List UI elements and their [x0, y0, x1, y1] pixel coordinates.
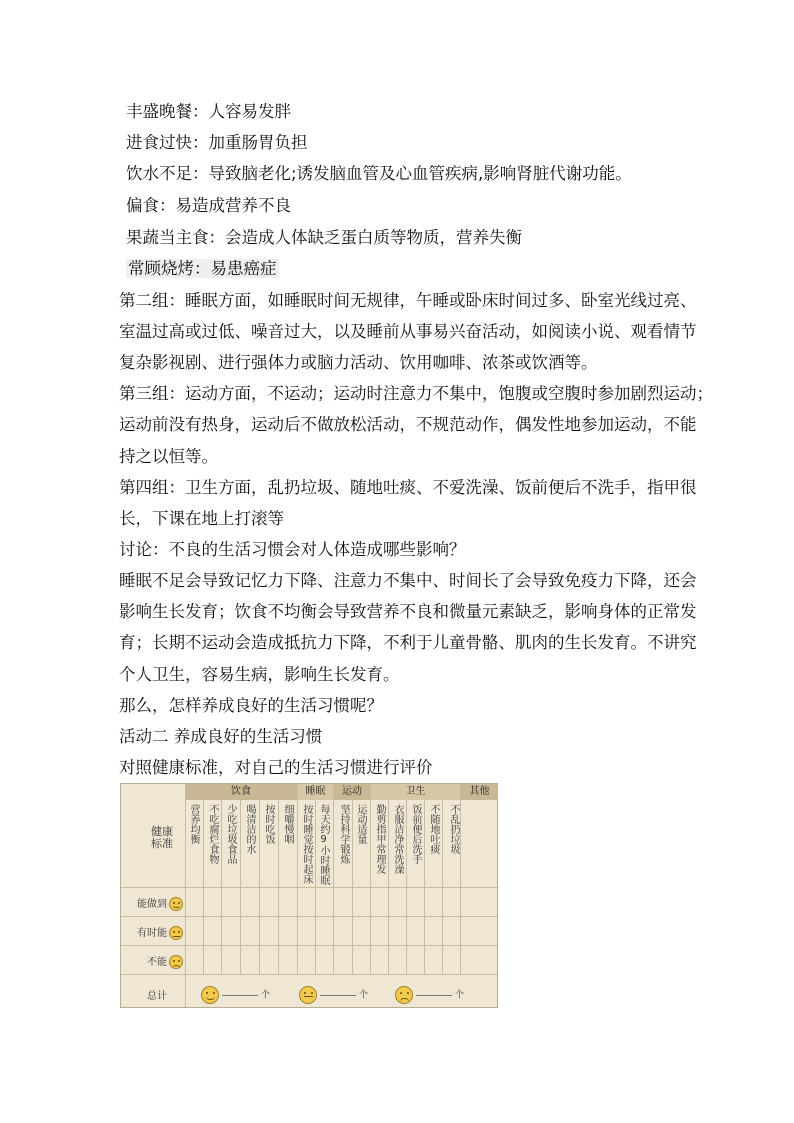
col-header-13: 饭前便后洗手: [410, 804, 421, 864]
col-header-4: 喝清洁的水: [244, 804, 255, 854]
text-line-2: 进食过快：加重肠胃负担: [126, 133, 308, 152]
col-header-6: 细嚼慢咽: [282, 804, 293, 844]
row-label-cannot: [121, 953, 185, 969]
health-evaluation-table: [120, 783, 498, 1008]
text-line-12: 持之以恒等。: [119, 447, 218, 466]
row-label-text: 不能: [147, 957, 167, 968]
category-exercise: 运动: [334, 784, 370, 800]
row-label-text: 有时能: [137, 928, 167, 939]
col-header-14: 不随地吐痰: [428, 804, 439, 854]
col-header-7: 按时睡觉按时起床: [301, 804, 312, 884]
total-label: 总计: [147, 991, 167, 1002]
category-diet: 饮食: [185, 784, 297, 800]
text-line-6: [126, 259, 279, 279]
grid-line: [121, 974, 497, 975]
unit-text: 个: [261, 990, 271, 1001]
text-line-14: 长，下课在地上打滚等: [119, 509, 284, 528]
header-label: 健康标准: [151, 825, 173, 850]
row-label-sometimes: [121, 924, 185, 940]
text-line-8: 室温过高或过低、噪音过大，以及睡前从事易兴奋活动，如阅读小说、观看情节: [119, 322, 697, 341]
col-header-2: 不吃腐烂食物: [207, 804, 218, 864]
total-group-can-do: [199, 986, 270, 1004]
smile-face-icon: [169, 897, 183, 911]
sad-face-icon: [395, 986, 413, 1004]
col-header-9: 坚持科学锻炼: [338, 804, 349, 864]
col-header-1: 营养均衡: [188, 804, 199, 844]
sad-face-icon: [169, 955, 183, 969]
text-line-13: 第四组：卫生方面，乱扔垃圾、随地吐痰、不爱洗澡、饭前便后不洗手，指甲很: [119, 478, 697, 497]
text-line-3: 饮水不足：导致脑老化;诱发脑血管及心血管疾病,影响肾脏代谢功能。: [126, 164, 632, 183]
text-line-1: 丰盛晚餐：人容易发胖: [126, 102, 291, 121]
text-line-11: 运动前没有热身，运动后不做放松活动，不规范动作，偶发性地参加运动，不能: [119, 415, 697, 434]
text-line-20: 那么，怎样养成良好的生活习惯呢？: [119, 696, 383, 715]
category-sleep: 睡眠: [298, 784, 333, 800]
row-label-can-do: [121, 895, 185, 911]
category-hygiene: 卫生: [371, 784, 460, 800]
col-header-3: 少吃垃圾食品: [225, 804, 236, 864]
text-line-18: 育；长期不运动会造成抵抗力下降，不利于儿童骨骼、肌肉的生长发育。不讲究: [119, 633, 697, 652]
text-line-5: 果蔬当主食：会造成人体缺乏蛋白质等物质，营养失衡: [126, 228, 522, 247]
highlighted-text: 常顾烧烤：易患癌症: [128, 259, 277, 278]
fill-blank: [416, 995, 452, 996]
col-header-12: 衣服洁净常洗澡: [392, 804, 403, 874]
text-line-15: 讨论：不良的生活习惯会对人体造成哪些影响？: [119, 540, 466, 559]
fill-blank: [320, 995, 356, 996]
unit-text: 个: [455, 990, 465, 1001]
col-header-5: 按时吃饭: [263, 804, 274, 844]
grid-line: [121, 916, 497, 917]
smile-face-icon: [201, 986, 219, 1004]
text-line-4: 偏食：易造成营养不良: [126, 196, 291, 215]
text-line-17: 影响生长发育；饮食不均衡会导致营养不良和微量元素缺乏，影响身体的正常发: [119, 602, 697, 621]
neutral-face-icon: [299, 986, 317, 1004]
text-line-19: 个人卫生，容易生病，影响生长发育。: [119, 665, 400, 684]
fill-blank: [222, 995, 258, 996]
row-label-text: 能做到: [137, 899, 167, 910]
col-header-15: 不乱扔垃圾: [448, 804, 459, 854]
unit-text: 个: [359, 990, 369, 1001]
grid-line: [121, 945, 497, 946]
col-header-8: 每天约9小时睡眠: [318, 804, 329, 885]
neutral-face-icon: [169, 926, 183, 940]
total-group-cannot: [393, 986, 464, 1004]
text-line-16: 睡眠不足会导致记忆力下降、注意力不集中、时间长了会导致免疫力下降，还会: [119, 571, 697, 590]
text-line-10: 第三组：运动方面，不运动；运动时注意力不集中，饱腹或空腹时参加剧烈运动；: [119, 384, 713, 403]
category-other: 其他: [461, 784, 498, 800]
total-group-sometimes: [297, 986, 368, 1004]
text-line-9: 复杂影视剧、进行强体力或脑力活动、饮用咖啡、浓茶或饮酒等。: [119, 353, 598, 372]
col-header-11: 勤剪指甲常理发: [374, 804, 385, 874]
grid-line: [121, 887, 497, 888]
col-header-10: 运动适量: [355, 804, 366, 844]
text-line-22: 对照健康标准，对自己的生活习惯进行评价: [119, 758, 433, 777]
text-line-7: 第二组：睡眠方面，如睡眠时间无规律，午睡或卧床时间过多、卧室光线过亮、: [119, 291, 697, 310]
text-line-21: 活动二 养成良好的生活习惯: [119, 727, 323, 746]
